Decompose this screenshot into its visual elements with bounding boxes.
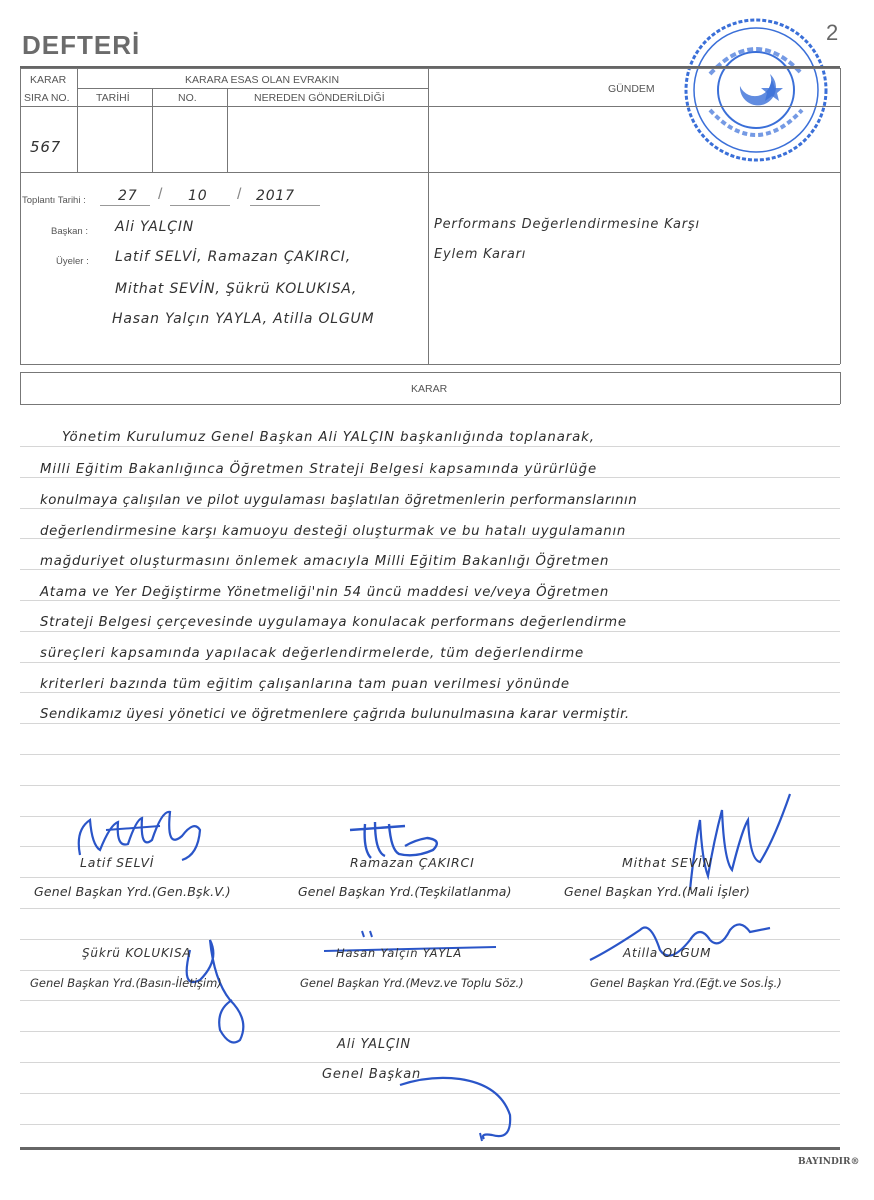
members-line: Hasan Yalçın YAYLA, Atilla OLGUM — [112, 311, 375, 327]
brand-mark: BAYINDIR® — [798, 1157, 860, 1167]
evrak-header: KARARA ESAS OLAN EVRAKIN — [185, 74, 340, 86]
table-border — [77, 68, 78, 172]
signatory-name: Ramazan ÇAKIRCI — [350, 855, 475, 870]
ruled-line — [20, 662, 840, 663]
ruled-line — [20, 908, 840, 909]
signatory-title: Genel Başkan Yrd.(Eğt.ve Sos.İş.) — [590, 976, 782, 990]
decision-text-line: değerlendirmesine karşı kamuoyu desteği oluşturmak ve bu hatalı uygulamanın — [40, 524, 626, 539]
table-border — [840, 68, 841, 364]
bottom-rule — [20, 1147, 840, 1150]
gundem-label: GÜNDEM — [608, 83, 655, 95]
date-underline — [100, 205, 150, 206]
table-border — [77, 88, 428, 89]
decision-text-line: süreçleri kapsamında yapılacak değerlendirmelerde, tüm değerlendirme — [40, 646, 585, 661]
decision-text-line: Strateji Belgesi çerçevesinde uygulamaya konulacak performans değerlendirme — [40, 615, 627, 630]
meeting-month: 10 — [188, 188, 208, 204]
sira-no-label: SIRA NO. — [24, 92, 70, 104]
decision-number: 567 — [30, 138, 62, 156]
decision-text-line: Yönetim Kurulumuz Genel Başkan Ali YALÇIN başkanlığında toplanarak, — [62, 430, 595, 445]
agenda-line: Eylem Kararı — [434, 247, 527, 262]
karar-label: KARAR — [30, 74, 67, 86]
date-underline — [170, 205, 230, 206]
date-underline — [250, 205, 320, 206]
ruled-line — [20, 785, 840, 786]
karar-border — [840, 372, 841, 404]
signatory-name: Atilla OLGUM — [623, 946, 712, 960]
agenda-line: Performans Değerlendirmesine Karşı — [434, 217, 700, 232]
table-border — [20, 68, 21, 364]
ruled-line — [20, 569, 840, 570]
signatory-title: Genel Başkan Yrd.(Teşkilatlanma) — [298, 884, 512, 899]
page-number: 2 — [826, 20, 839, 45]
ruled-line — [20, 1000, 840, 1001]
signatory-title: Genel Başkan Yrd.(Basın-İletişim) — [30, 976, 222, 990]
signatory-title: Genel Başkan Yrd.(Mevz.ve Toplu Söz.) — [300, 976, 524, 990]
karar-border — [20, 372, 840, 373]
chairman-name: Ali YALÇIN — [337, 1037, 411, 1052]
karar-border — [20, 404, 840, 405]
decision-text-line: kriterleri bazında tüm eğitim çalışanlarına tam puan verilmesi yönünde — [40, 677, 570, 692]
tarihi-label: TARİHİ — [96, 92, 130, 104]
table-border — [20, 106, 840, 107]
meeting-year: 2017 — [256, 188, 295, 204]
decision-text-line: Milli Eğitim Bakanlığınca Öğretmen Strateji Belgesi kapsamında yürürlüğe — [40, 462, 598, 477]
table-border — [20, 364, 840, 365]
decision-text-line: konulmaya çalışılan ve pilot uygulaması başlatılan öğretmenlerin performanslarının — [40, 493, 638, 508]
signature-atilla-olgum — [580, 910, 780, 970]
decision-text-line: Sendikamız üyesi yönetici ve öğretmenlere çağrıda bulunulmasına karar vermiştir. — [40, 707, 630, 722]
nereden-label: NEREDEN GÖNDERİLDİĞİ — [254, 92, 385, 104]
signatory-name: Mithat SEVİN — [622, 855, 713, 870]
official-seal-stamp — [680, 14, 832, 166]
ruled-line — [20, 1031, 840, 1032]
karar-border — [20, 372, 21, 404]
chair-label: Başkan : — [51, 226, 88, 237]
date-separator: / — [237, 186, 242, 203]
table-border — [428, 68, 429, 364]
ruled-line — [20, 754, 840, 755]
date-separator: / — [158, 186, 163, 203]
ledger-title: DEFTERİ — [22, 30, 141, 60]
decision-text-line: Atama ve Yer Değiştirme Yönetmeliği'nin 54 üncü maddesi ve/veya Öğretmen — [40, 585, 610, 600]
chairman-title: Genel Başkan — [322, 1067, 422, 1082]
signatory-name: Hasan Yalçın YAYLA — [336, 946, 463, 960]
table-border — [20, 68, 840, 69]
table-border — [152, 88, 153, 172]
karar-heading: KARAR — [411, 383, 448, 395]
ruled-line — [20, 631, 840, 632]
decision-text-line: mağduriyet oluşturmasını önlemek amacıyla Milli Eğitim Bakanlığı Öğretmen — [40, 554, 610, 569]
signatory-title: Genel Başkan Yrd.(Gen.Bşk.V.) — [34, 884, 231, 899]
signatory-title: Genel Başkan Yrd.(Mali İşler) — [564, 884, 751, 899]
ruled-line — [20, 600, 840, 601]
meeting-date-label: Toplantı Tarihi : — [22, 195, 86, 206]
chair-name: Ali YALÇIN — [115, 219, 195, 235]
table-border — [20, 172, 840, 173]
meeting-day: 27 — [118, 188, 138, 204]
ruled-line — [20, 692, 840, 693]
signatory-name: Latif SELVİ — [80, 855, 155, 870]
signatory-name: Şükrü KOLUKISA — [82, 946, 192, 960]
members-label: Üyeler : — [56, 256, 89, 267]
ruled-line — [20, 723, 840, 724]
no-label: NO. — [178, 92, 197, 104]
ruled-line — [20, 446, 840, 447]
members-line: Latif SELVİ, Ramazan ÇAKIRCI, — [115, 249, 351, 265]
table-border — [227, 88, 228, 172]
members-line: Mithat SEVİN, Şükrü KOLUKISA, — [115, 281, 358, 297]
